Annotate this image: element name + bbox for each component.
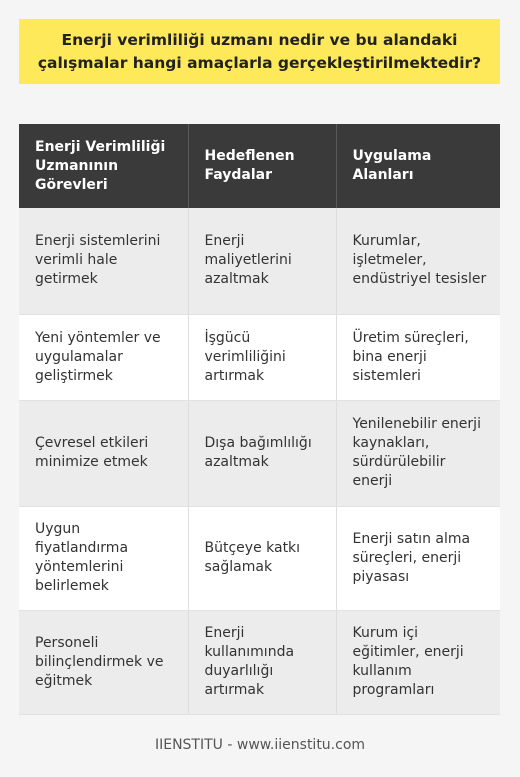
table-row: [19, 208, 500, 314]
table-row: [19, 610, 500, 714]
column-header-areas: Uygulama Alanları: [336, 124, 500, 208]
table-cell-benefit: Dışa bağımlılığı azaltmak: [188, 400, 336, 506]
table-cell-benefit: İşgücü verimliliğini artırmak: [188, 314, 336, 400]
info-table-container: [19, 124, 500, 715]
footer-credit: IIENSTITU - www.iienstitu.com: [154, 737, 366, 753]
table-cell-task: Uygun fiyatlandırma yöntemlerini belirlemek: [19, 506, 188, 610]
column-header-tasks: Enerji Verimliliği Uzmanının Görevleri: [19, 124, 188, 208]
table-cell-area: Yenilenebilir enerji kaynakları, sürdürülebilir enerji: [336, 400, 500, 506]
info-table: [19, 124, 500, 715]
table-cell-area: Enerji satın alma süreçleri, enerji piyasası: [336, 506, 500, 610]
page-title: Enerji verimliliği uzmanı nedir ve bu alandaki çalışmalar hangi amaçlarla gerçekleştirilmektedir?: [37, 30, 482, 72]
table-cell-task: Çevresel etkileri minimize etmek: [19, 400, 188, 506]
table-cell-benefit: Bütçeye katkı sağlamak: [188, 506, 336, 610]
table-cell-task: Personeli bilinçlendirmek ve eğitmek: [19, 610, 188, 714]
table-cell-benefit: Enerji kullanımında duyarlılığı artırmak: [188, 610, 336, 714]
table-cell-task: Yeni yöntemler ve uygulamalar geliştirmek: [19, 314, 188, 400]
table-header-row: [19, 124, 500, 208]
table-cell-area: Üretim süreçleri, bina enerji sistemleri: [336, 314, 500, 400]
table-row: [19, 506, 500, 610]
table-row: [19, 400, 500, 506]
table-cell-area: Kurumlar, işletmeler, endüstriyel tesisler: [336, 208, 500, 314]
table-cell-area: Kurum içi eğitimler, enerji kullanım programları: [336, 610, 500, 714]
table-cell-benefit: Enerji maliyetlerini azaltmak: [188, 208, 336, 314]
column-header-benefits: Hedeflenen Faydalar: [188, 124, 336, 208]
table-cell-task: Enerji sistemlerini verimli hale getirmek: [19, 208, 188, 314]
title-banner: [19, 19, 500, 84]
table-row: [19, 314, 500, 400]
